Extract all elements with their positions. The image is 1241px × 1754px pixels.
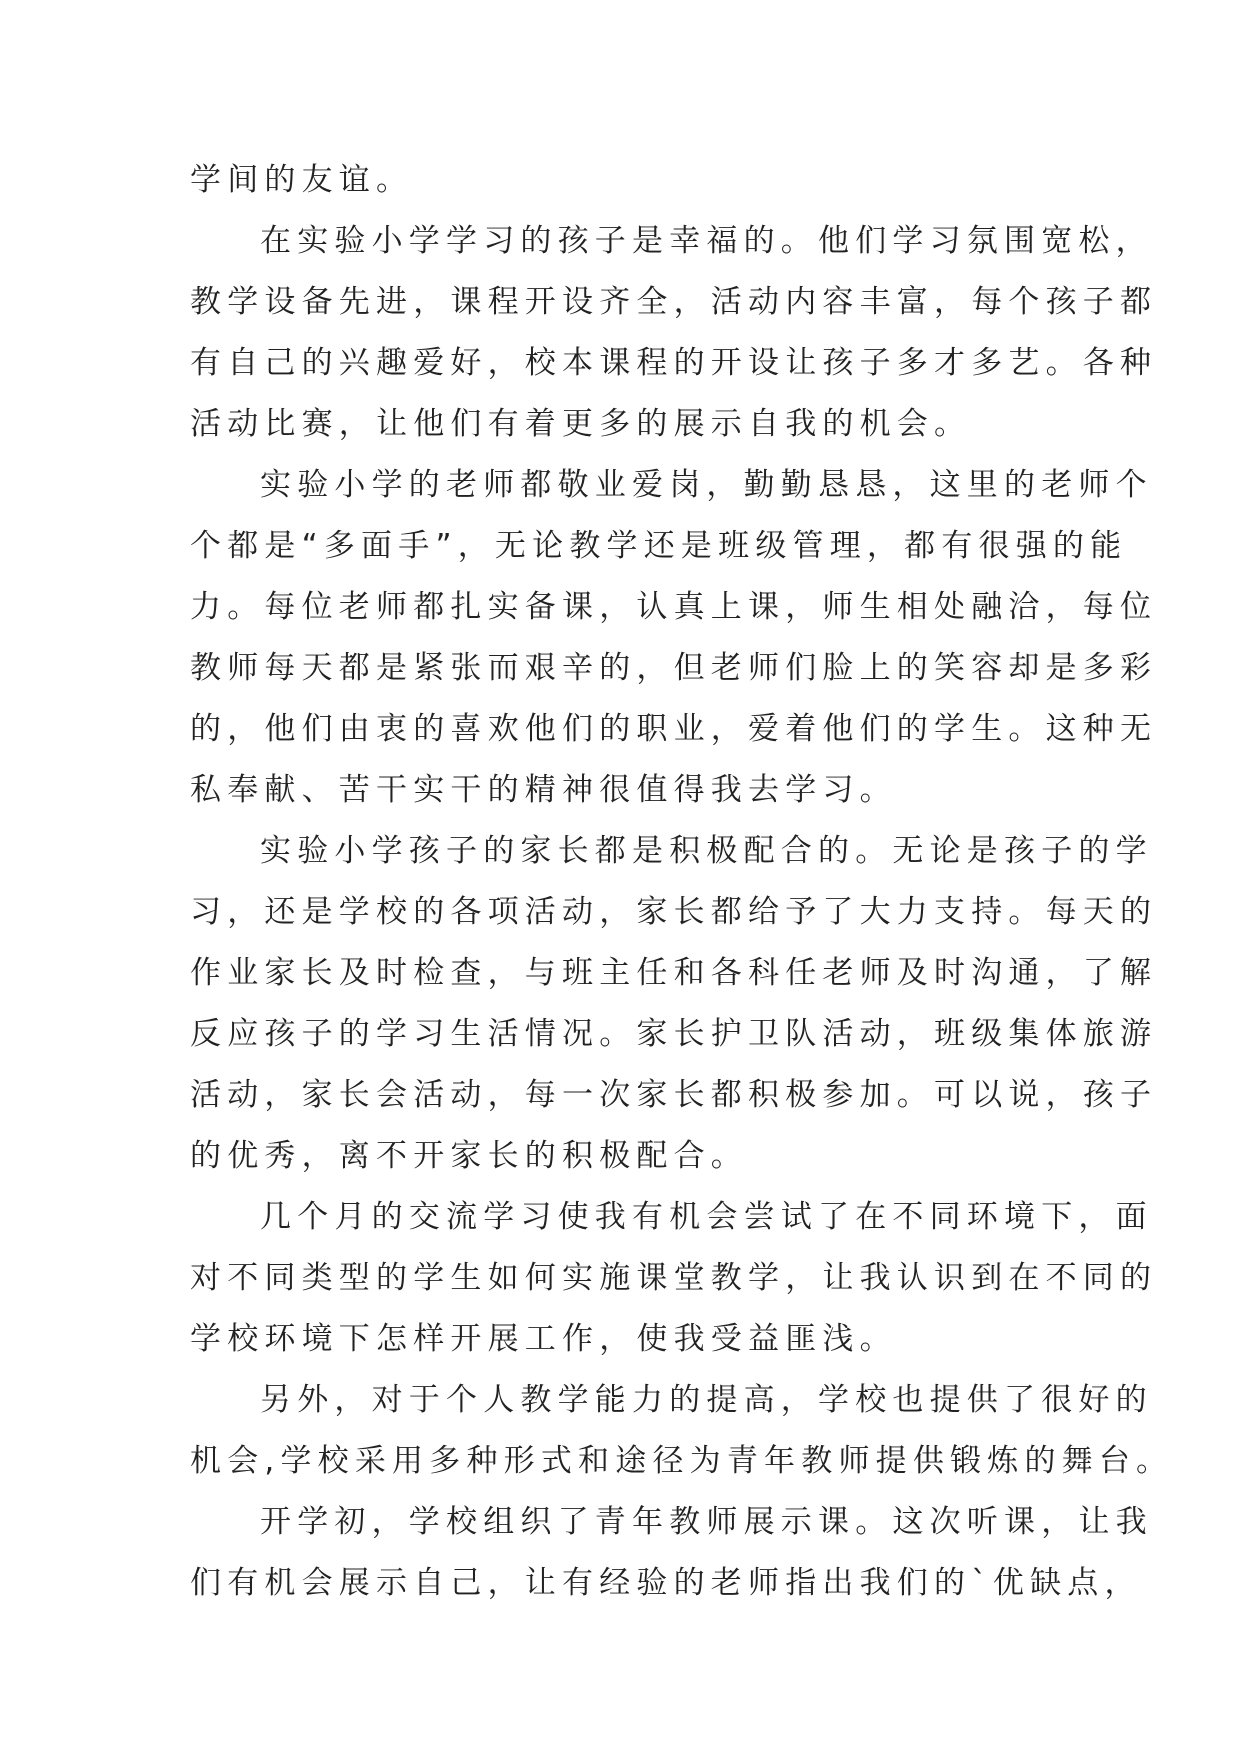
text-line: 教师每天都是紧张而艰辛的，但老师们脸上的笑容却是多彩 bbox=[190, 650, 1158, 686]
text-line: 们有机会展示自己，让有经验的老师指出我们的`优缺点， bbox=[190, 1565, 1142, 1601]
text-line: 活动，家长会活动，每一次家长都积极参加。可以说，孩子 bbox=[190, 1077, 1158, 1113]
text-line: 反应孩子的学习生活情况。家长护卫队活动，班级集体旅游 bbox=[190, 1016, 1158, 1052]
text-line: 对不同类型的学生如何实施课堂教学，让我认识到在不同的 bbox=[190, 1260, 1158, 1296]
text-line: 个都是“多面手”，无论教学还是班级管理，都有很强的能 bbox=[190, 528, 1128, 564]
text-line: 习，还是学校的各项活动，家长都给予了大力支持。每天的 bbox=[190, 894, 1158, 930]
text-line: 教学设备先进，课程开设齐全，活动内容丰富，每个孩子都 bbox=[190, 284, 1158, 320]
text-line: 学校环境下怎样开展工作，使我受益匪浅。 bbox=[190, 1321, 897, 1357]
text-line: 活动比赛，让他们有着更多的展示自我的机会。 bbox=[190, 406, 972, 442]
paragraph-first-line: 实验小学孩子的家长都是积极配合的。无论是孩子的学 bbox=[260, 833, 1153, 869]
text-line: 机会,学校采用多种形式和途径为青年教师提供锻炼的舞台。 bbox=[190, 1443, 1174, 1479]
text-line: 的优秀，离不开家长的积极配合。 bbox=[190, 1138, 748, 1174]
paragraph-first-line: 在实验小学学习的孩子是幸福的。他们学习氛围宽松， bbox=[260, 223, 1153, 259]
document-body bbox=[190, 150, 1174, 1614]
text-line: 私奉献、苦干实干的精神很值得我去学习。 bbox=[190, 772, 897, 808]
text-line: 有自己的兴趣爱好，校本课程的开设让孩子多才多艺。各种 bbox=[190, 345, 1158, 381]
paragraph-first-line: 实验小学的老师都敬业爱岗，勤勤恳恳，这里的老师个 bbox=[260, 467, 1153, 503]
text-line: 的，他们由衷的喜欢他们的职业，爱着他们的学生。这种无 bbox=[190, 711, 1158, 747]
text-line: 作业家长及时检查，与班主任和各科任老师及时沟通，了解 bbox=[190, 955, 1158, 991]
paragraph-first-line: 另外，对于个人教学能力的提高，学校也提供了很好的 bbox=[260, 1382, 1153, 1418]
paragraph-first-line: 开学初，学校组织了青年教师展示课。这次听课，让我 bbox=[260, 1504, 1153, 1540]
text-line: 力。每位老师都扎实备课，认真上课，师生相处融洽，每位 bbox=[190, 589, 1158, 625]
paragraph-first-line: 几个月的交流学习使我有机会尝试了在不同环境下，面 bbox=[260, 1199, 1153, 1235]
text-line: 学间的友谊。 bbox=[190, 162, 414, 198]
